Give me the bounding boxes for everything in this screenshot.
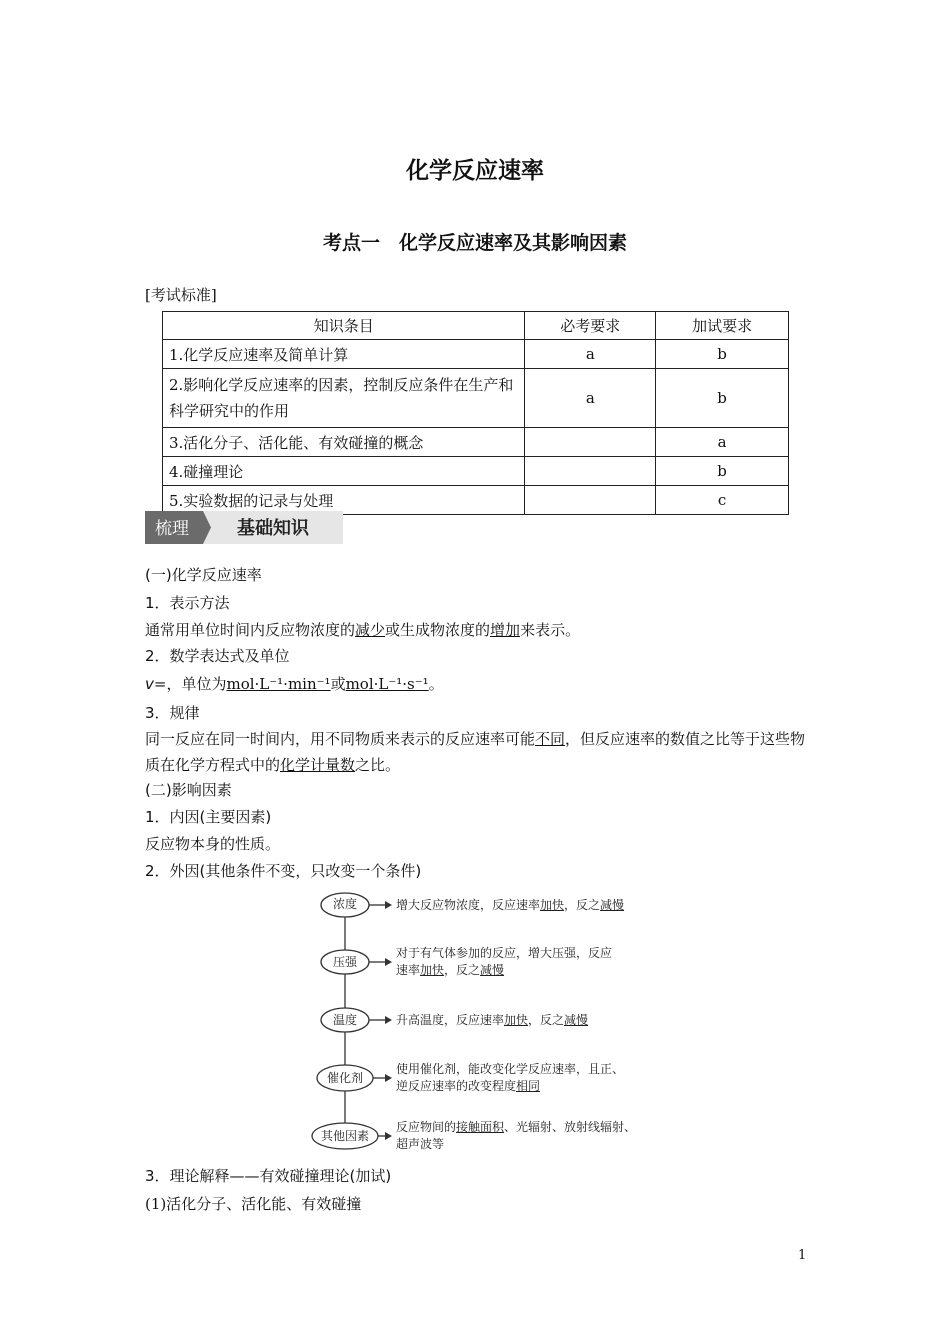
- diagram-node-catalyst: 催化剂: [326, 1071, 363, 1085]
- subheading: 1．表示方法: [145, 594, 230, 612]
- section-heading: (二)影响因素: [145, 781, 232, 799]
- diagram-node-other: 其他因素: [320, 1129, 369, 1143]
- item-cell: 2.影响化学反应速率的因素，控制反应条件在生产和科学研究中的作用: [163, 369, 525, 428]
- answer-blank: 增加: [490, 621, 521, 639]
- subheading: 2．数学表达式及单位: [145, 647, 290, 665]
- banner-left-text: 梳理: [155, 519, 189, 539]
- table-header-row: [163, 312, 789, 340]
- velocity-symbol: v: [145, 675, 154, 693]
- extra-cell: b: [656, 369, 789, 428]
- table-row: [163, 340, 789, 369]
- table-row: [163, 369, 789, 428]
- page-title: 化学反应速率: [406, 158, 544, 184]
- extra-cell: b: [656, 340, 789, 369]
- extra-cell: c: [656, 486, 789, 515]
- diagram-node-concentration: 浓度: [332, 897, 357, 911]
- answer-blank: 减少: [355, 621, 386, 639]
- diagram-desc: 对于有气体参加的反应，增大压强，反应 速率加快，反之减慢: [396, 946, 613, 977]
- required-cell: a: [525, 340, 656, 369]
- item-cell: 5.实验数据的记录与处理: [163, 486, 525, 515]
- formula-line: v=，单位为mol·L⁻¹·min⁻¹或mol·L⁻¹·s⁻¹。: [145, 675, 444, 693]
- diagram-desc: 升高温度，反应速率加快，反之减慢: [396, 1013, 589, 1027]
- item-cell: 1.化学反应速率及简单计算: [163, 340, 525, 369]
- extra-cell: b: [656, 457, 789, 486]
- unit-answer: mol·L⁻¹·s⁻¹: [345, 675, 429, 693]
- paragraph: 同一反应在同一时间内，用不同物质来表示的反应速率可能不同，但反应速率的数值之比等于这些物质在化学方程式中的化学计量数之比。: [145, 730, 806, 774]
- paragraph: (1)活化分子、活化能、有效碰撞: [145, 1195, 362, 1213]
- required-cell: [525, 457, 656, 486]
- subheading: 2．外因(其他条件不变，只改变一个条件): [145, 862, 422, 880]
- banner-right-text: 基础知识: [237, 518, 309, 539]
- paragraph: 通常用单位时间内反应物浓度的减少或生成物浓度的增加来表示。: [145, 621, 581, 639]
- subheading: 3．规律: [145, 704, 200, 722]
- standards-table: [162, 311, 789, 515]
- required-cell: [525, 428, 656, 457]
- subheading: 3．理论解释——有效碰撞理论(加试): [145, 1167, 392, 1185]
- subheading: 1．内因(主要因素): [145, 808, 272, 826]
- unit-answer: mol·L⁻¹·min⁻¹: [226, 675, 331, 693]
- diagram-desc: 反应物间的接触面积、光辐射、放射线辐射、 超声波等: [396, 1120, 637, 1151]
- required-cell: a: [525, 369, 656, 428]
- diagram-desc: 使用催化剂，能改变化学反应速率，且正、 逆反应速率的改变程度相同: [396, 1062, 625, 1093]
- answer-blank: 化学计量数: [280, 756, 356, 774]
- factors-diagram: [310, 888, 650, 1158]
- header-cell: 必考要求: [525, 312, 656, 340]
- header-cell: 知识条目: [163, 312, 525, 340]
- section-subtitle: 考点一 化学反应速率及其影响因素: [322, 232, 627, 254]
- table-row: [163, 428, 789, 457]
- standards-label: [考试标准]: [145, 286, 217, 304]
- diagram-node-temperature: 温度: [332, 1013, 357, 1027]
- section-banner: [145, 511, 343, 544]
- table-row: [163, 457, 789, 486]
- paragraph: 反应物本身的性质。: [145, 835, 281, 853]
- header-cell: 加试要求: [656, 312, 789, 340]
- item-cell: 4.碰撞理论: [163, 457, 525, 486]
- item-cell: 3.活化分子、活化能、有效碰撞的概念: [163, 428, 525, 457]
- diagram-node-pressure: 压强: [332, 955, 357, 969]
- diagram-desc: 增大反应物浓度，反应速率加快，反之减慢: [396, 898, 625, 912]
- section-heading: (一)化学反应速率: [145, 566, 262, 584]
- page-number: 1: [798, 1248, 807, 1263]
- required-cell: [525, 486, 656, 515]
- answer-blank: 不同: [535, 730, 566, 748]
- extra-cell: a: [656, 428, 789, 457]
